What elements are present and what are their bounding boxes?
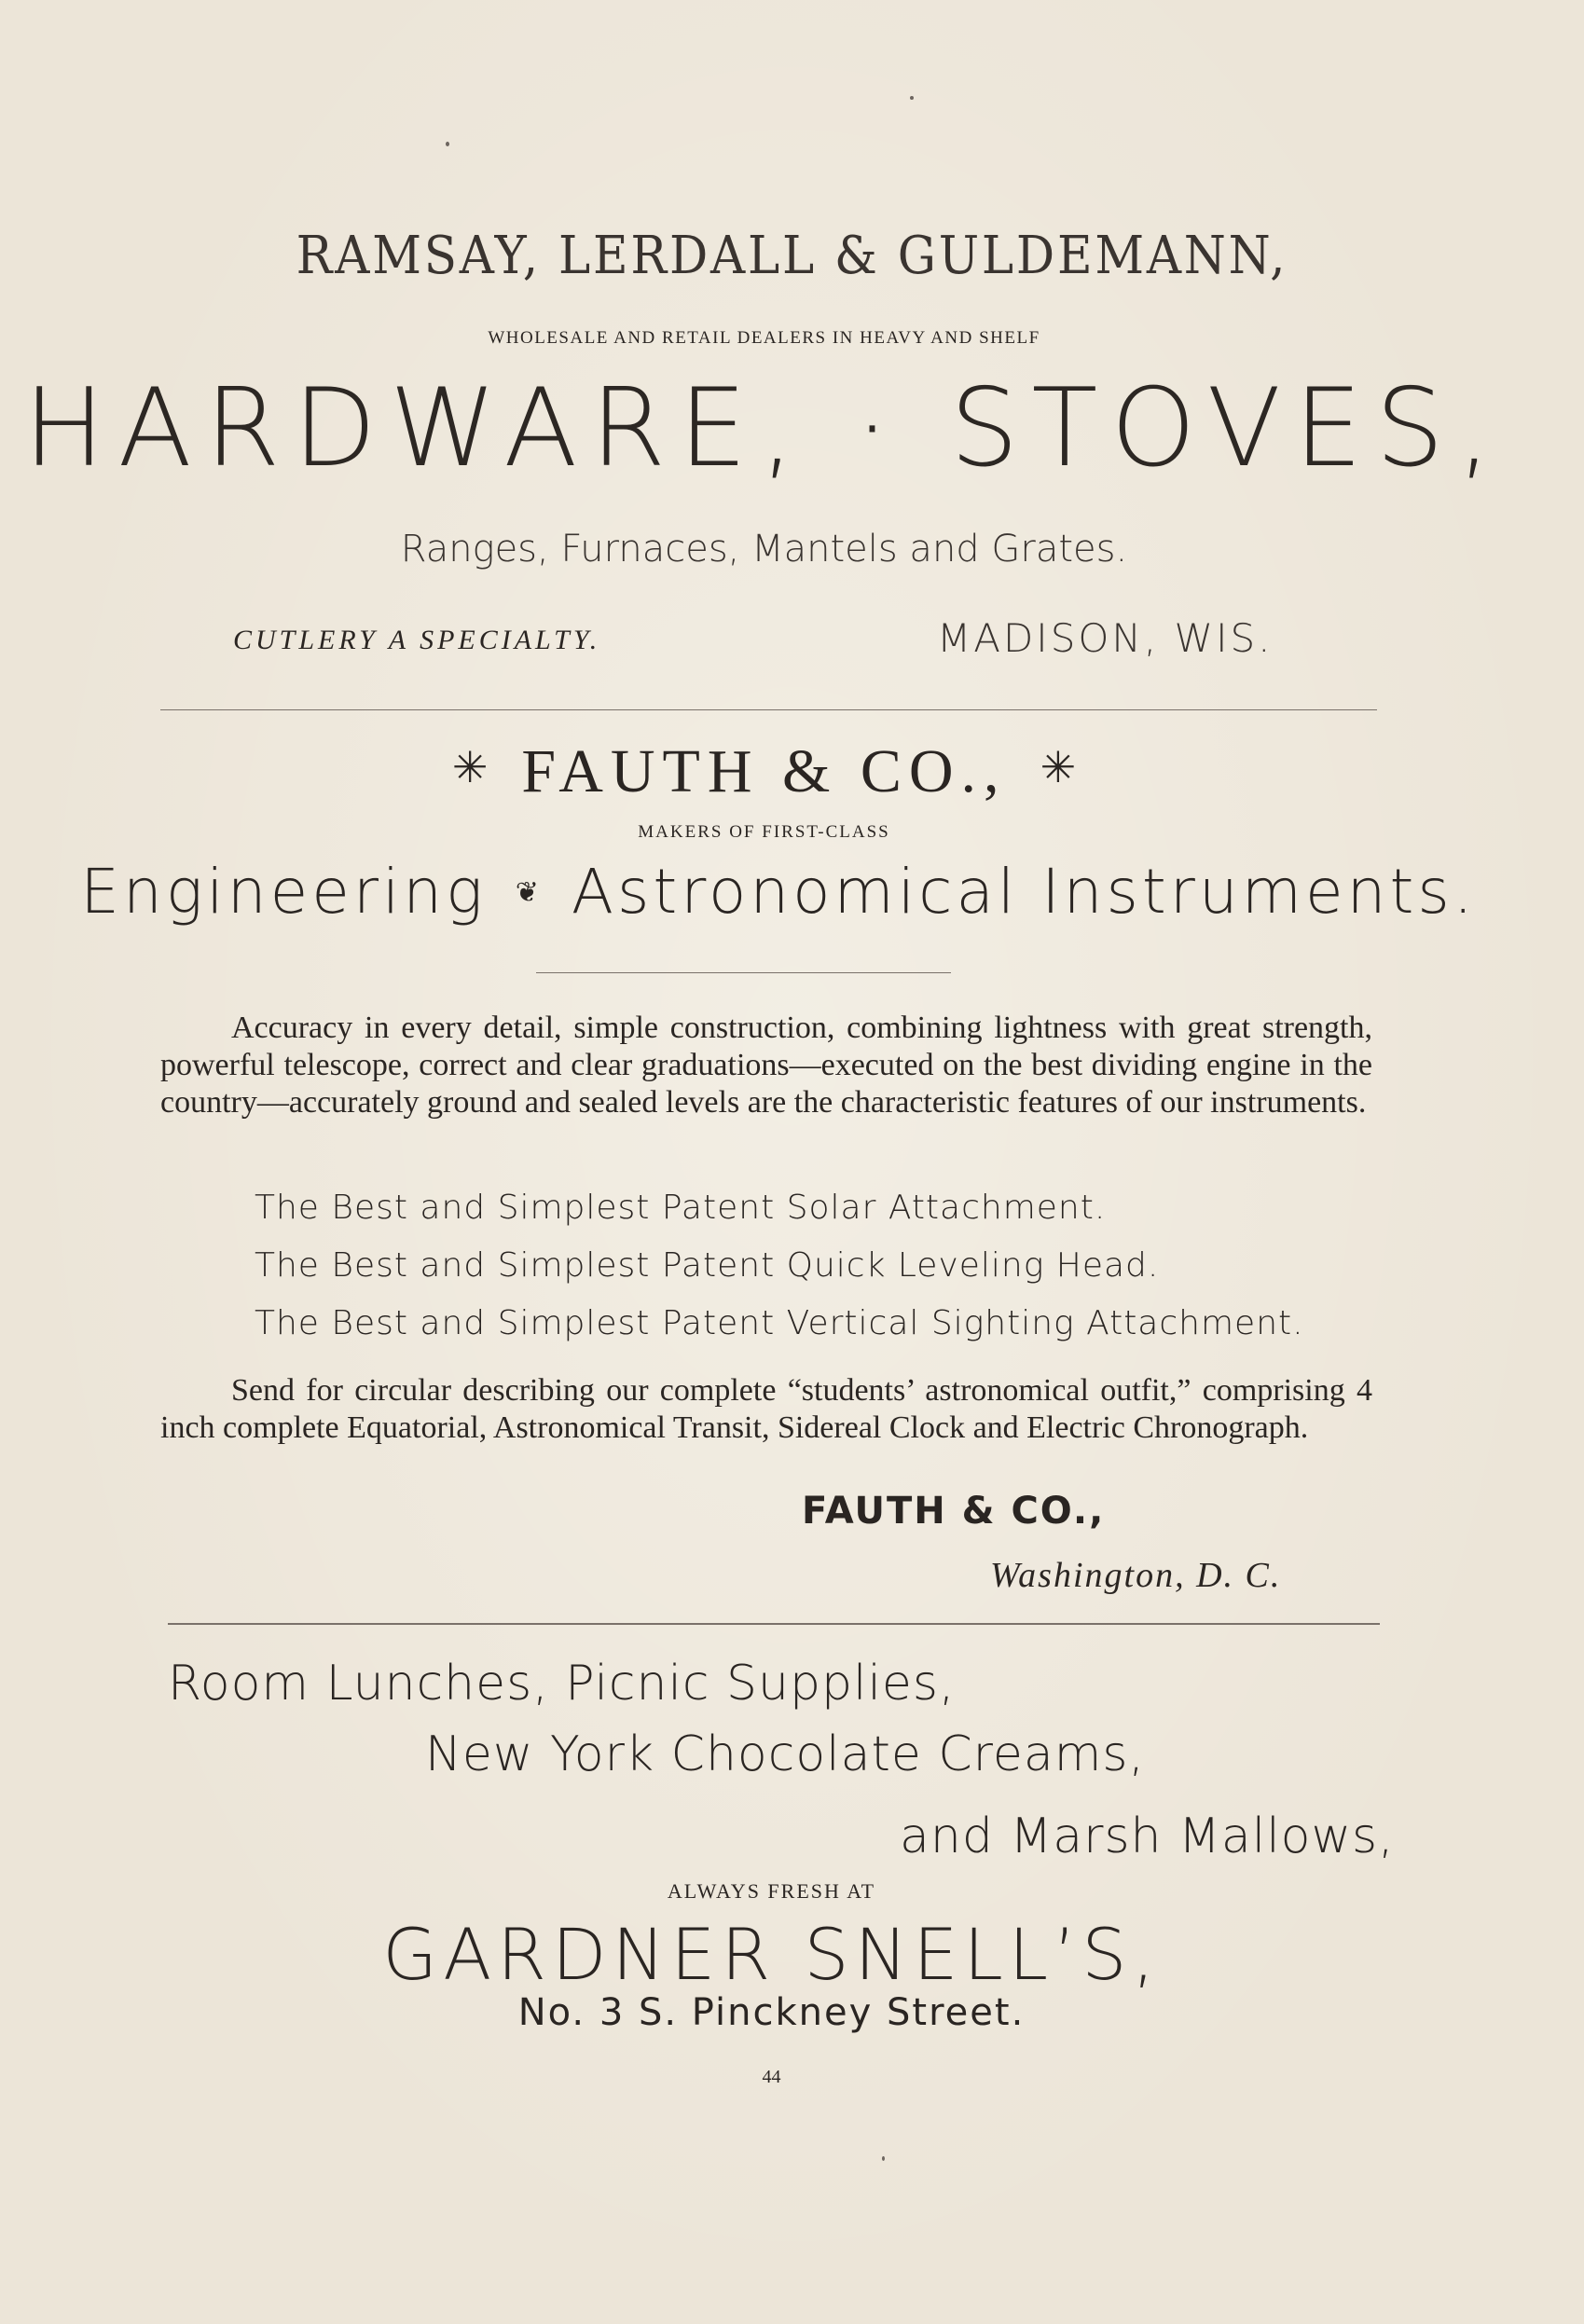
- feature-line: The Best and Simplest Patent Vertical Sighting Attachment.: [255, 1304, 1304, 1342]
- feature-line: The Best and Simplest Patent Quick Leveling Head.: [255, 1246, 1160, 1285]
- instruments-title-right: Astronomical Instruments.: [571, 856, 1477, 928]
- asterisk-ornament-icon: ✳: [1040, 742, 1077, 792]
- paper-speck: [446, 142, 449, 146]
- fauth-circular-text: Send for circular describing our complete “students’ astronomical outfit,” comprising 4 inch complete Equatorial, Astronomical Transit, Sidereal Clock and Electric Chronograph.: [160, 1373, 1372, 1445]
- snell-address: No. 3 S. Pinckney Street.: [517, 1991, 1026, 2034]
- fauth-makers-label: MAKERS OF FIRST-CLASS: [638, 822, 890, 842]
- fauth-description: [160, 1010, 1372, 1121]
- and-ornament-icon: ❦: [515, 876, 543, 909]
- cutlery-specialty: CUTLERY A SPECIALTY.: [233, 625, 601, 655]
- ramsay-tagline: WHOLESALE AND RETAIL DEALERS IN HEAVY AND SHELF: [488, 328, 1040, 348]
- instruments-title-left: Engineering: [80, 856, 487, 928]
- section-divider-1: [160, 709, 1377, 710]
- instruments-title: [0, 856, 1557, 928]
- feature-line: The Best and Simplest Patent Solar Attachment.: [255, 1189, 1107, 1227]
- short-divider: [536, 972, 951, 973]
- snell-line-marsh-mallows: and Marsh Mallows,: [900, 1808, 1395, 1864]
- ramsay-products: Ranges, Furnaces, Mantels and Grates.: [400, 528, 1128, 571]
- fauth-description-text: Accuracy in every detail, simple construction, combining lightness with great strength, powerful telescope, correct and clear graduations—executed on the best dividing engine in the country—accurately ground and sealed levels are the characteristic features of our instruments.: [160, 1011, 1372, 1120]
- section-divider-2: [168, 1623, 1380, 1625]
- asterisk-ornament-icon: ✳: [451, 742, 489, 792]
- page-number: 44: [762, 2067, 781, 2087]
- hardware-stoves-headline: HARDWARE, · STOVES,: [23, 365, 1505, 491]
- snell-line-chocolate-creams: New York Chocolate Creams,: [425, 1726, 1146, 1782]
- ramsay-company-name: RAMSAY, LERDALL & GULDEMANN,: [296, 226, 1288, 286]
- snell-line-room-lunches: Room Lunches, Picnic Supplies,: [168, 1656, 956, 1712]
- fauth-company-name: FAUTH & CO.,: [521, 737, 1007, 805]
- paper-speck: [910, 96, 914, 100]
- ramsay-location: MADISON, WIS.: [937, 615, 1274, 661]
- fauth-circular-offer: [160, 1372, 1372, 1447]
- fauth-heading: [0, 736, 1528, 807]
- always-fresh-label: ALWAYS FRESH AT: [667, 1879, 876, 1903]
- gardner-snell-name: GARDNER SNELL’S,: [382, 1913, 1161, 1996]
- fauth-signature-place: Washington, D. C.: [990, 1556, 1282, 1595]
- paper-speck: [882, 2156, 885, 2161]
- fauth-signature-name: FAUTH & CO.,: [802, 1490, 1106, 1533]
